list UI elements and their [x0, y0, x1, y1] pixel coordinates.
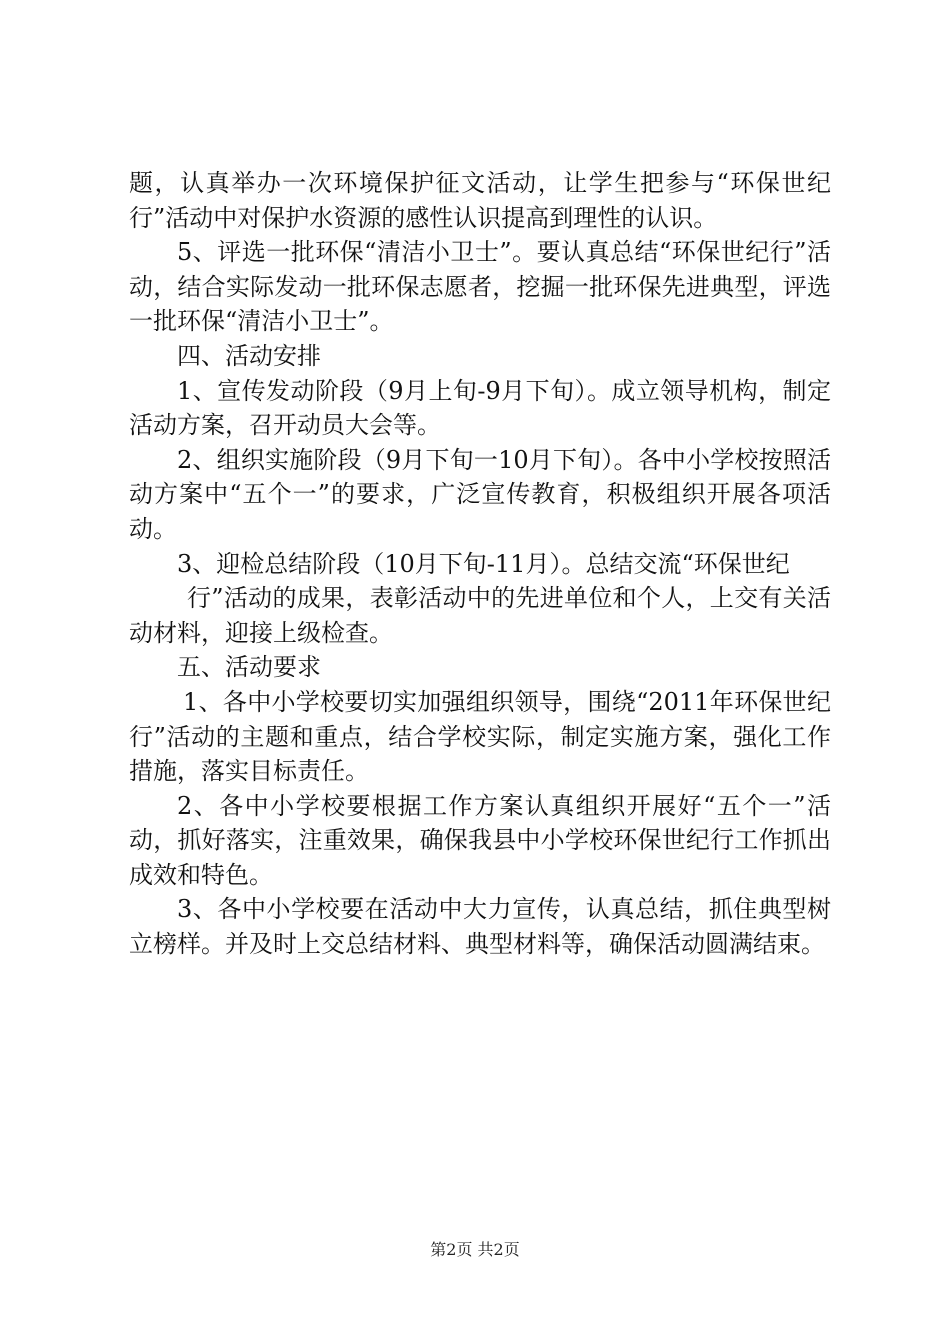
paragraph-requirement-2-five-ones: 2、各中小学校要根据工作方案认真组织开展好“五个一”活动，抓好落实，注重效果，确保我县中小学校环保世纪行工作抓出成效和特色。: [129, 791, 831, 889]
paragraph-essay-contest-continuation: 题，认真举办一次环境保护征文活动，让学生把参与“环保世纪行”活动中对保护水资源的感性认识提高到理性的认识。: [129, 169, 831, 232]
paragraph-stage-3-summary: 3、迎检总结阶段（10月下旬-11月）。总结交流“环保世纪: [177, 549, 790, 578]
section-heading-activity-requirements: 五、活动要求: [177, 653, 321, 682]
paragraph-requirement-1-leadership: 1、各中小学校要切实加强组织领导，围绕“2011年环保世纪行”活动的主题和重点，结合学校实际，制定实施方案，强化工作措施，落实目标责任。: [129, 687, 831, 786]
paragraph-requirement-3-publicity: 3、各中小学校要在活动中大力宣传，认真总结，抓住典型树立榜样。并及时上交总结材料、典型材料等，确保活动圆满结束。: [129, 895, 831, 959]
document-body: [129, 166, 831, 962]
paragraph-stage-1-publicity: 1、宣传发动阶段（9月上旬-9月下旬）。成立领导机构，制定活动方案，召开动员大会等。: [129, 376, 831, 440]
paragraph-stage-3-summary-continued: 行”活动的成果，表彰活动中的先进单位和个人，上交有关活动材料，迎接上级检查。: [129, 584, 831, 647]
paragraph-item-5-clean-guards: 5、评选一批环保“清洁小卫士”。要认真总结“环保世纪行”活动，结合实际发动一批环保志愿者，挖掘一批环保先进典型，评选一批环保“清洁小卫士”。: [129, 238, 831, 336]
section-heading-activity-schedule: 四、活动安排: [177, 341, 321, 370]
page-number-footer: 第2页 共2页: [430, 1240, 520, 1259]
paragraph-stage-2-implementation: 2、组织实施阶段（9月下旬一10月下旬）。各中小学校按照活动方案中“五个一”的要求，广泛宣传教育，积极组织开展各项活动。: [129, 445, 831, 543]
